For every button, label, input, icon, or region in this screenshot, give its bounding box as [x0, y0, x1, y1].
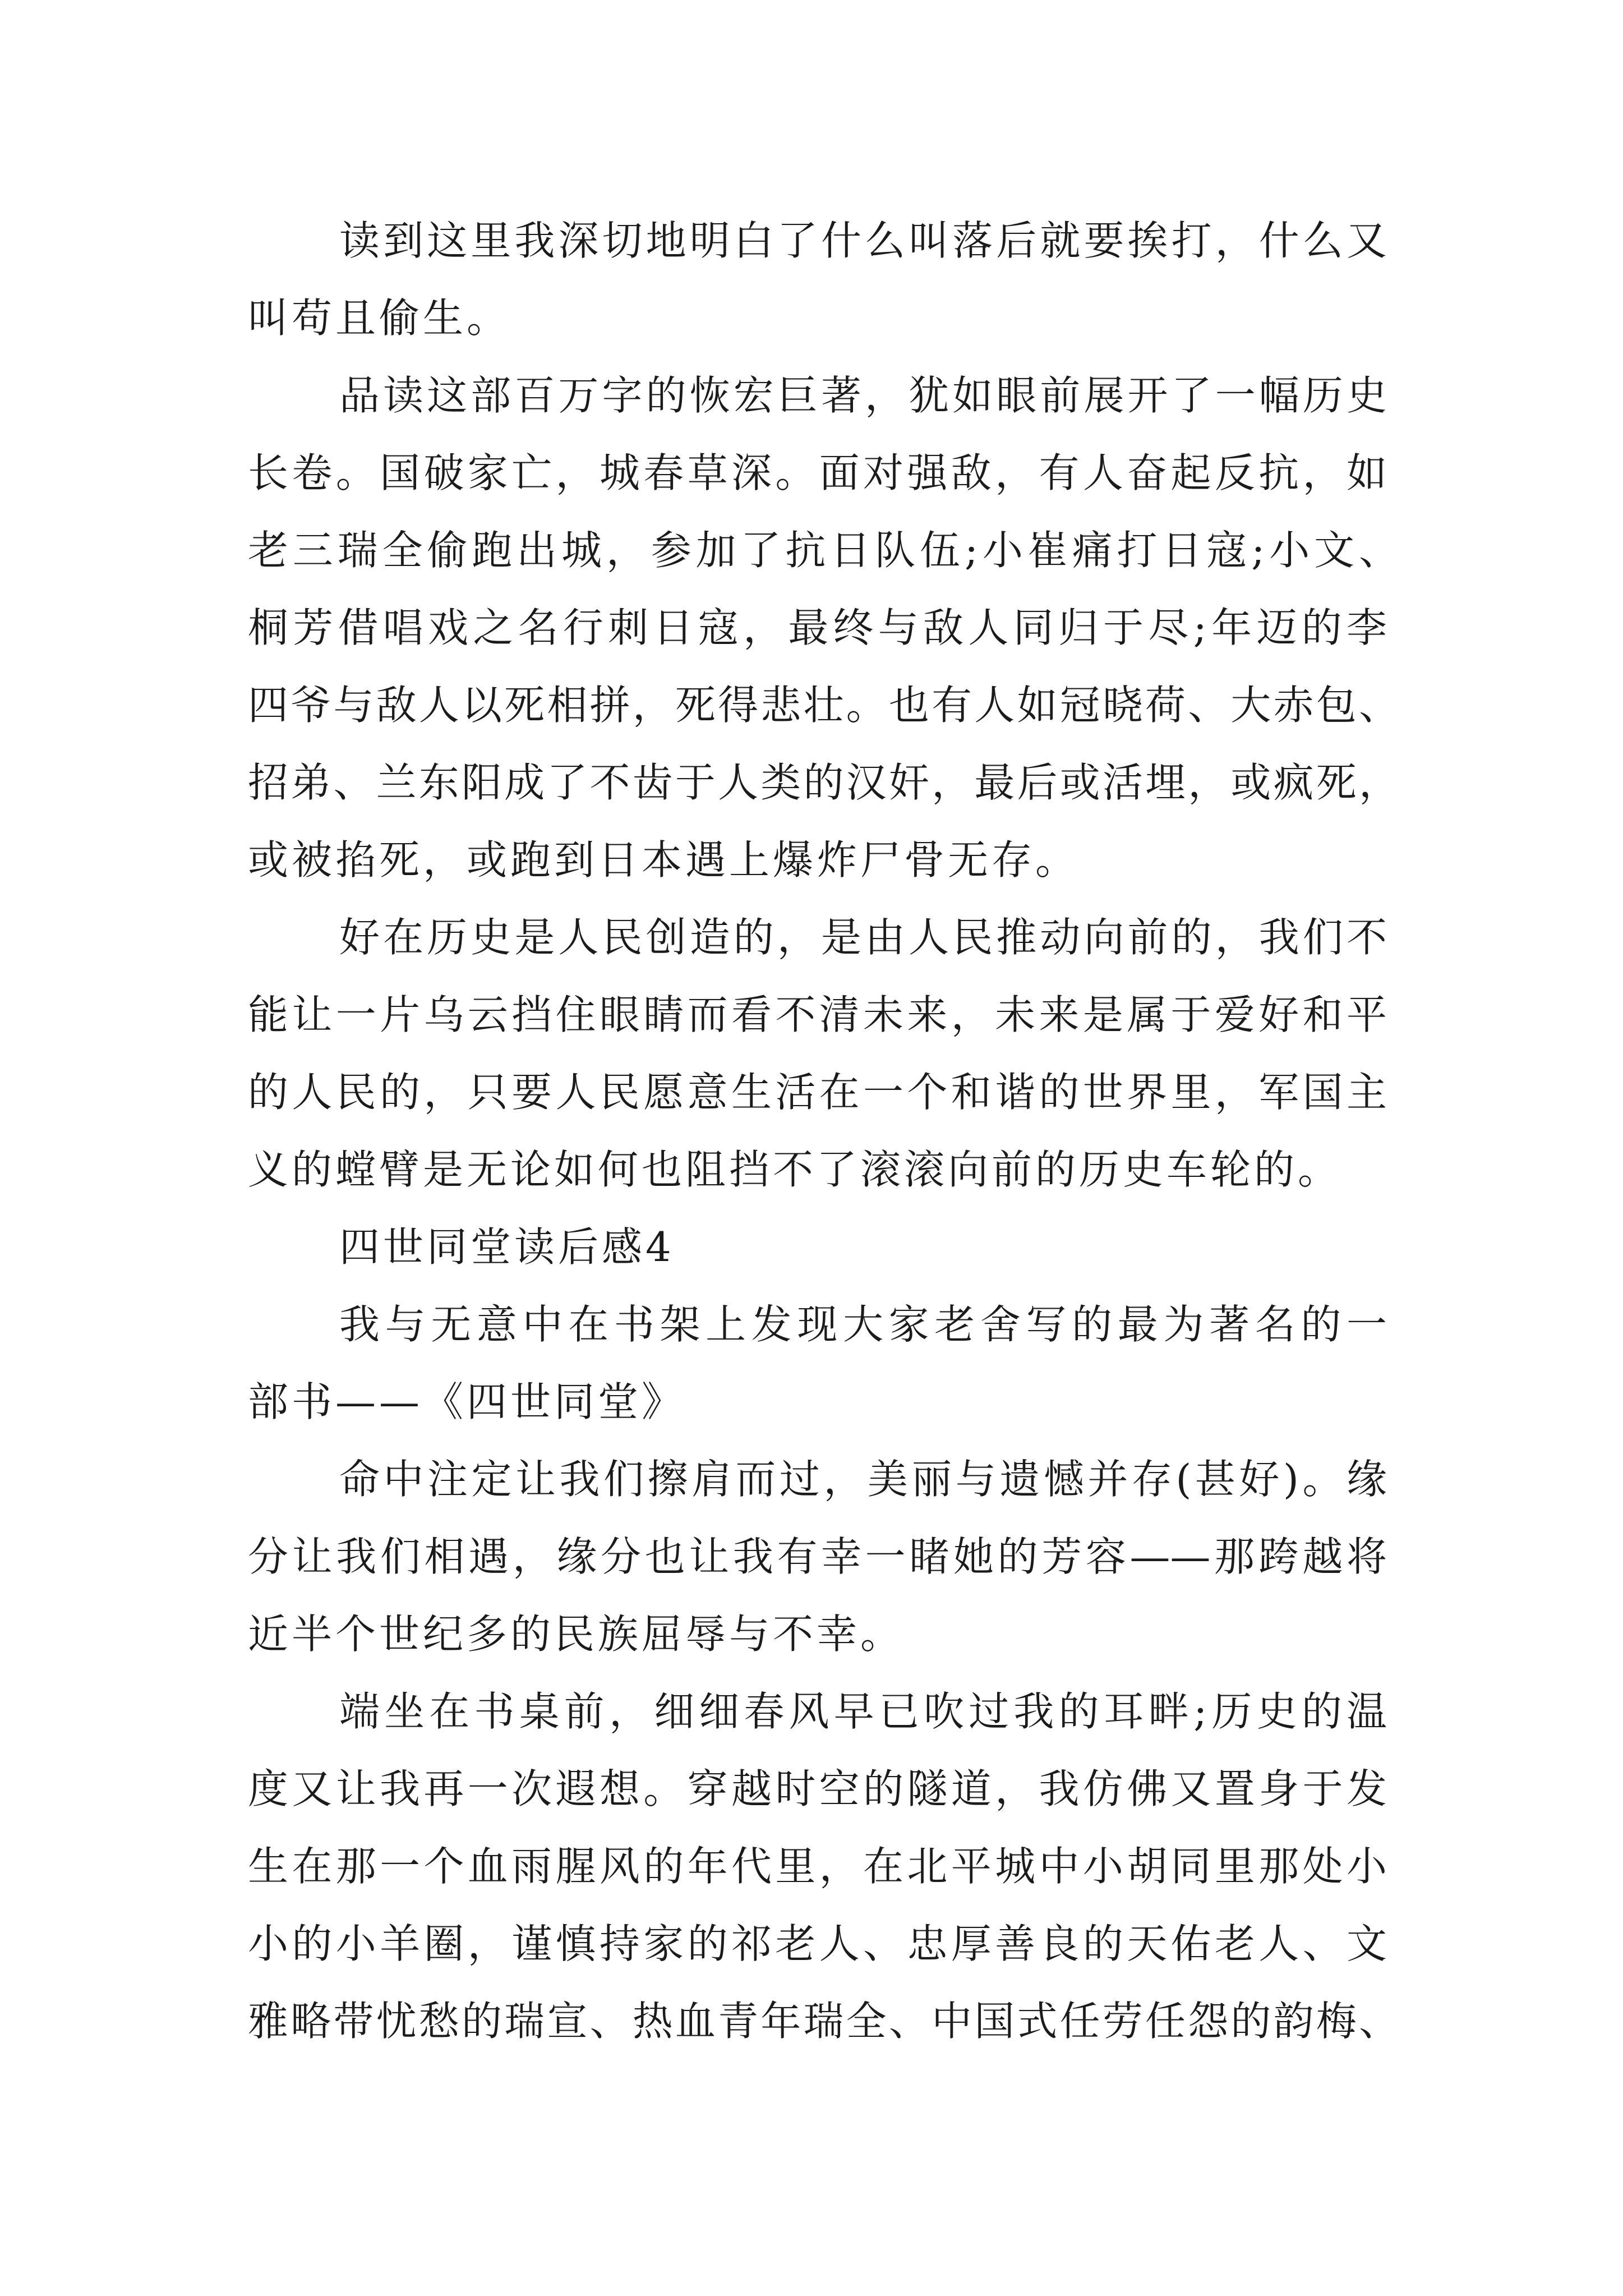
- paragraph: [248, 899, 1387, 1208]
- paragraph-line: 叫苟且偷生。: [248, 295, 511, 342]
- paragraph-line: 长卷。国破家亡，城春草深。面对强敌，有人奋起反抗，如: [248, 449, 1387, 496]
- paragraph-line: 近半个世纪多的民族屈辱与不幸。: [248, 1611, 905, 1658]
- paragraph-line: 端坐在书桌前，细细春风早已吹过我的耳畔;历史的温: [339, 1688, 1387, 1735]
- paragraph-line: 桐芳借唱戏之名行刺日寇，最终与敌人同归于尽;年迈的李: [248, 604, 1387, 651]
- paragraph-line: 或被掐死，或跑到日本遇上爆炸尸骨无存。: [248, 836, 1080, 884]
- paragraph-line: 我与无意中在书架上发现大家老舍写的最为著名的一: [339, 1301, 1387, 1348]
- paragraph-line: 读到这里我深切地明白了什么叫落后就要挨打，什么又: [339, 217, 1387, 264]
- paragraph-line: 生在那一个血雨腥风的年代里，在北平城中小胡同里那处小: [248, 1843, 1387, 1890]
- paragraph-line: 小的小羊圈，谨慎持家的祁老人、忠厚善良的天佑老人、文: [248, 1920, 1387, 1967]
- paragraph-line: 命中注定让我们擦肩而过，美丽与遗憾并存(甚好)。缘: [339, 1456, 1387, 1503]
- paragraph-line: 好在历史是人民创造的，是由人民推动向前的，我们不: [339, 914, 1387, 961]
- paragraph-line: 老三瑞全偷跑出城，参加了抗日队伍;小崔痛打日寇;小文、: [248, 527, 1399, 574]
- paragraph: [248, 202, 1387, 357]
- paragraph-line: 能让一片乌云挡住眼睛而看不清未来，未来是属于爱好和平: [248, 991, 1387, 1038]
- paragraph-line: 度又让我再一次遐想。穿越时空的隧道，我仿佛又置身于发: [248, 1765, 1387, 1812]
- document-body: [248, 202, 1399, 2060]
- paragraph: [248, 1441, 1387, 1673]
- paragraph-line: 分让我们相遇，缘分也让我有幸一睹她的芳容——那跨越将: [248, 1533, 1387, 1580]
- paragraph-line: 四爷与敌人以死相拼，死得悲壮。也有人如冠晓荷、大赤包、: [248, 682, 1399, 729]
- paragraph-line: 义的螳臂是无论如何也阻挡不了滚滚向前的历史车轮的。: [248, 1146, 1342, 1193]
- paragraph-line: 招弟、兰东阳成了不齿于人类的汉奸，最后或活埋，或疯死，: [248, 759, 1399, 806]
- paragraph-line: 雅略带忧愁的瑞宣、热血青年瑞全、中国式任劳任怨的韵梅、: [248, 1998, 1399, 2045]
- section-heading-text: 四世同堂读后感4: [339, 1223, 675, 1271]
- paragraph-line: 部书——《四世同堂》: [248, 1378, 686, 1425]
- paragraph: [248, 1673, 1399, 2060]
- paragraph-line: 品读这部百万字的恢宏巨著，犹如眼前展开了一幅历史: [339, 372, 1387, 419]
- section-heading: [248, 1208, 1387, 1286]
- paragraph: [248, 357, 1399, 899]
- paragraph-line: 的人民的，只要人民愿意生活在一个和谐的世界里，军国主: [248, 1069, 1387, 1116]
- paragraph: [248, 1286, 1387, 1441]
